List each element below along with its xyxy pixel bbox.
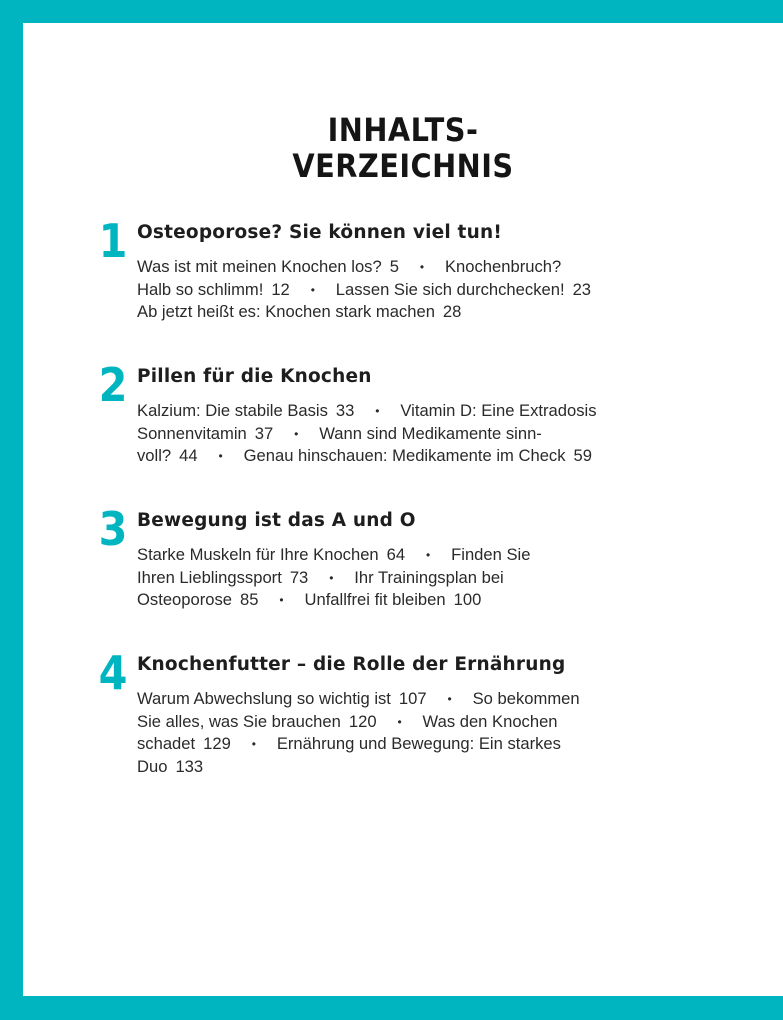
page-number: 28 bbox=[442, 302, 462, 322]
bullet-separator: • bbox=[310, 282, 315, 297]
toc-entry[interactable]: Knochenbruch? bbox=[444, 257, 562, 276]
toc-entry[interactable]: Sonnenvitamin bbox=[137, 423, 247, 443]
chapter-number: 1 bbox=[98, 214, 128, 268]
chapter-number: 3 bbox=[98, 502, 128, 556]
page-number: 5 bbox=[389, 257, 399, 276]
chapter-title[interactable]: Pillen für die Knochen bbox=[137, 366, 372, 387]
toc-page bbox=[23, 23, 783, 996]
page-number: 23 bbox=[572, 279, 592, 299]
toc-entry[interactable]: Osteoporose bbox=[137, 590, 233, 610]
entry-line bbox=[137, 733, 657, 756]
toc-entry[interactable]: Genau hinschauen: Medikamente im Check bbox=[243, 446, 566, 466]
toc-entry[interactable]: voll? bbox=[137, 446, 172, 466]
page-number: 133 bbox=[175, 757, 204, 777]
entry-line bbox=[137, 688, 657, 711]
toc-entry[interactable]: Wann sind Medikamente sinn- bbox=[319, 423, 542, 443]
entry-line bbox=[137, 544, 657, 567]
toc-entry[interactable]: Finden Sie bbox=[451, 545, 531, 564]
entry-line bbox=[137, 423, 657, 446]
bullet-separator: • bbox=[329, 570, 334, 585]
entry-line bbox=[137, 445, 657, 468]
bullet-separator: • bbox=[294, 426, 299, 441]
chapter-entries bbox=[137, 400, 657, 468]
toc-entry[interactable]: Unfallfrei fit bleiben bbox=[304, 590, 446, 610]
toc-entry[interactable]: Ernährung und Bewegung: Ein starkes bbox=[276, 734, 561, 754]
entry-line bbox=[137, 400, 657, 423]
chapter-entries bbox=[137, 688, 657, 779]
bullet-separator: • bbox=[447, 692, 452, 706]
bullet-separator: • bbox=[419, 260, 425, 274]
chapter-title[interactable]: Bewegung ist das A und O bbox=[137, 510, 416, 531]
page-number: 64 bbox=[386, 545, 406, 564]
page-title-line-1: INHALTS- bbox=[327, 111, 479, 149]
chapter-number: 4 bbox=[98, 646, 128, 700]
toc-entry[interactable]: schadet bbox=[137, 734, 196, 754]
entry-line bbox=[137, 256, 657, 279]
page-number: 12 bbox=[271, 279, 290, 299]
page-number: 44 bbox=[179, 446, 198, 466]
chapter-entries bbox=[137, 544, 657, 612]
entry-line bbox=[137, 279, 657, 302]
page-number: 37 bbox=[254, 423, 274, 443]
entry-line bbox=[137, 711, 657, 734]
bullet-separator: • bbox=[251, 737, 256, 752]
toc-entry[interactable]: Vitamin D: Eine Extradosis bbox=[400, 401, 597, 420]
page-number: 59 bbox=[573, 446, 592, 466]
page-title bbox=[61, 112, 745, 184]
toc-entry[interactable]: Ihr Trainingsplan bei bbox=[354, 567, 504, 587]
page-number: 100 bbox=[453, 590, 482, 610]
chapter-entries bbox=[137, 256, 657, 324]
page-number: 33 bbox=[335, 401, 355, 420]
toc-entry[interactable]: Sie alles, was Sie brauchen bbox=[137, 711, 341, 731]
bullet-separator: • bbox=[375, 404, 380, 418]
bullet-separator: • bbox=[218, 449, 223, 464]
toc-entry[interactable]: Was den Knochen bbox=[422, 711, 558, 731]
toc-entry[interactable]: Duo bbox=[137, 757, 168, 777]
toc-entry[interactable]: So bekommen bbox=[472, 689, 580, 708]
toc-entry[interactable]: Ihren Lieblingssport bbox=[137, 567, 282, 587]
entry-line bbox=[137, 756, 657, 779]
page-number: 85 bbox=[240, 590, 259, 610]
toc-entry[interactable]: Ab jetzt heißt es: Knochen stark machen bbox=[137, 302, 435, 322]
toc-entry[interactable]: Warum Abwechslung so wichtig ist bbox=[137, 689, 391, 708]
bullet-separator: • bbox=[279, 593, 284, 608]
toc-entry[interactable]: Lassen Sie sich durchchecken! bbox=[335, 279, 565, 299]
page-number: 73 bbox=[289, 567, 309, 587]
entry-line bbox=[137, 301, 657, 324]
page-number: 107 bbox=[398, 689, 427, 708]
toc-entry[interactable]: Halb so schlimm! bbox=[137, 279, 264, 299]
entry-line bbox=[137, 567, 657, 590]
bullet-separator: • bbox=[397, 714, 402, 729]
chapter-number: 2 bbox=[98, 358, 128, 412]
toc-entry[interactable]: Was ist mit meinen Knochen los? bbox=[137, 257, 382, 276]
chapter-title[interactable]: Knochenfutter – die Rolle der Ernährung bbox=[137, 654, 566, 675]
page-title-line-2: VERZEICHNIS bbox=[292, 147, 514, 185]
entry-line bbox=[137, 589, 657, 612]
toc-entry[interactable]: Starke Muskeln für Ihre Knochen bbox=[137, 545, 379, 564]
page-number: 129 bbox=[203, 734, 231, 754]
toc-entry[interactable]: Kalzium: Die stabile Basis bbox=[137, 401, 328, 420]
bullet-separator: • bbox=[426, 548, 431, 562]
page-number: 120 bbox=[348, 711, 377, 731]
chapter-title[interactable]: Osteoporose? Sie können viel tun! bbox=[137, 222, 502, 243]
